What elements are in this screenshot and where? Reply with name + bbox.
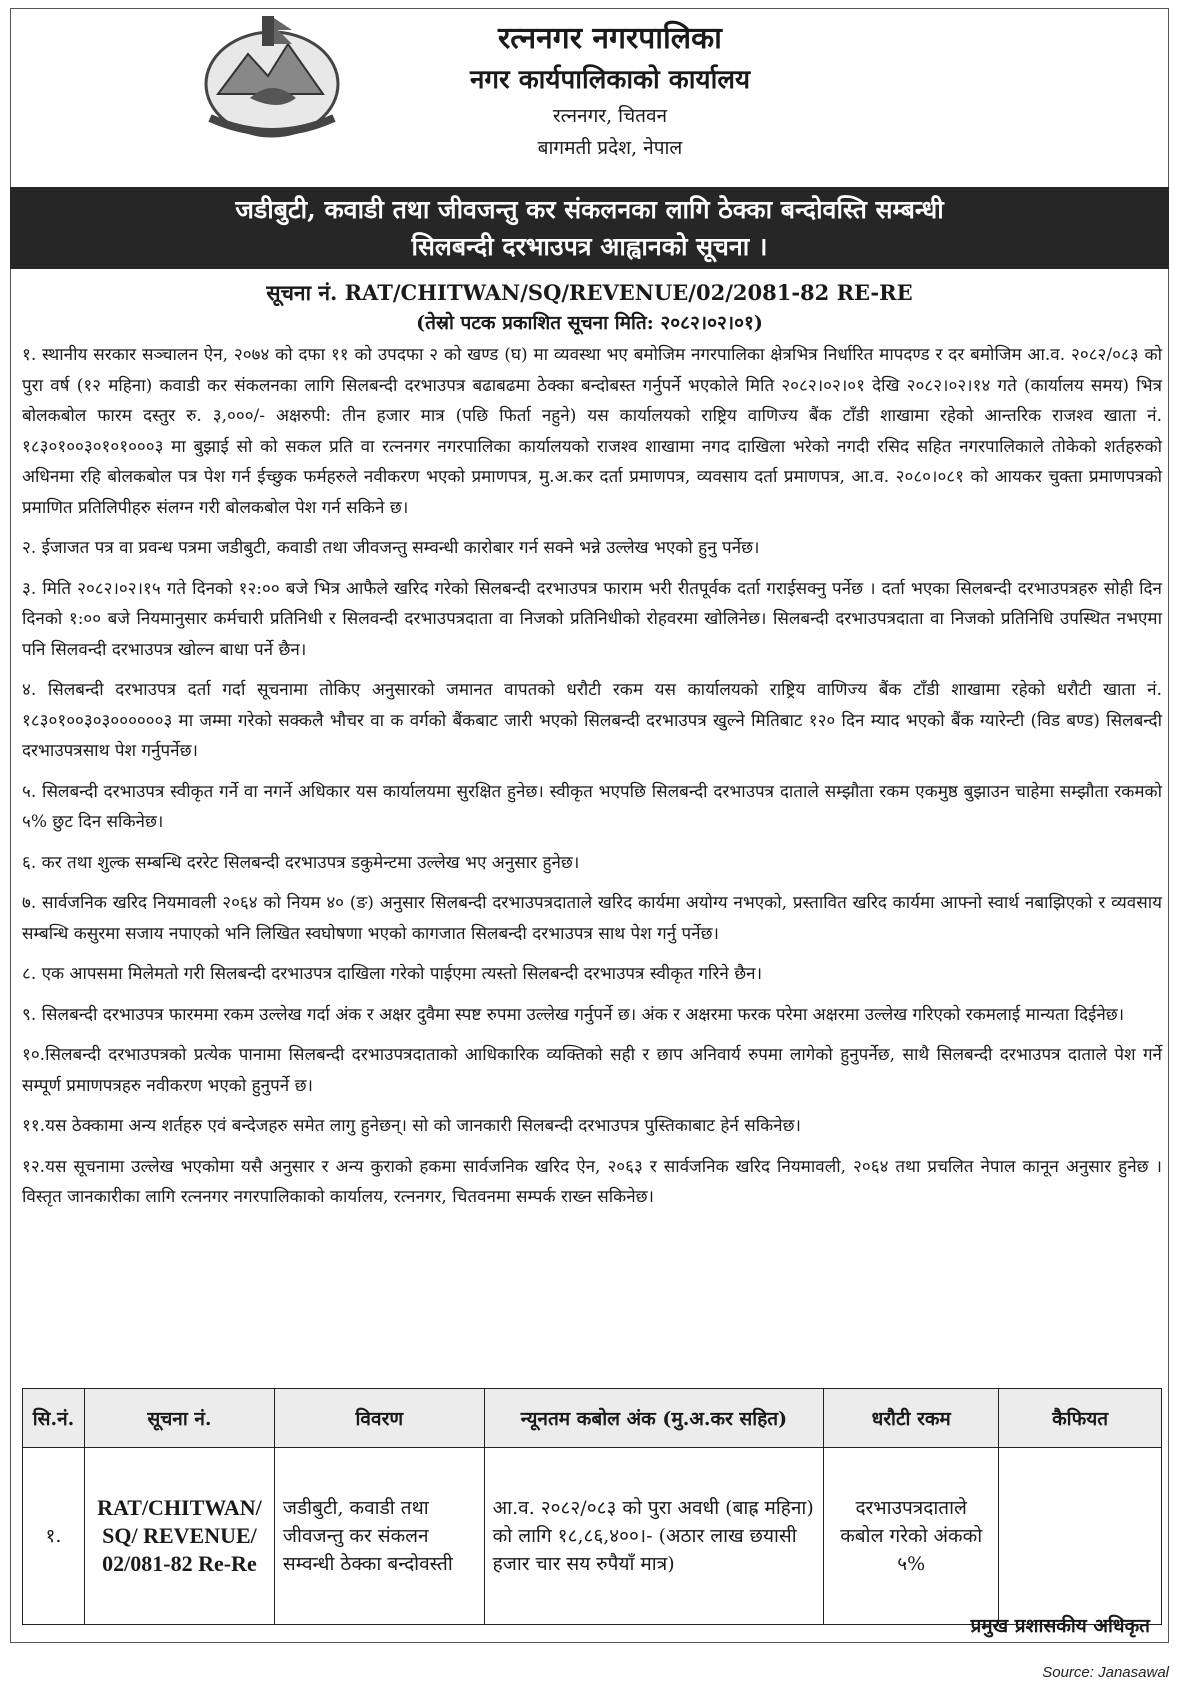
notice-title-banner bbox=[10, 187, 1169, 269]
notice-point: ८. एक आपसमा मिलेमतो गरी सिलबन्दी दरभाउपत्र दाखिला गरेको पाईएमा त्यस्तो सिलबन्दी दरभाउपत्र स्वीकृत गरिने छैन। bbox=[22, 964, 763, 984]
notice-date: (तेस्रो पटक प्रकाशित सूचना मिति: २०८२।०२।०१) bbox=[416, 312, 763, 334]
municipality-name: रत्ननगर नगरपालिका bbox=[498, 21, 722, 56]
table-row bbox=[23, 1448, 1162, 1625]
cell-notice-no: RAT/CHITWAN/ SQ/ REVENUE/ 02/081-82 Re-Re bbox=[84, 1448, 274, 1625]
notice-point: ७. सार्वजनिक खरिद नियमावली २०६४ को नियम ४० (ङ) अनुसार सिलबन्दी दरभाउपत्रदाताले खरिद कार्यमा अयोग्य नभएको, प्रस्तावित खरिद कार्यमा आफ्नो स्वार्थ नबाझिएको र व्यवसाय सम्बन्धि कसुरमा सजाय नपाएको भनि लिखित स्वघोषणा भएको कागजात सिलबन्दी दरभाउपत्र साथ पेश गर्नु पर्नेछ। bbox=[22, 893, 1162, 944]
office-province: बागमती प्रदेश, नेपाल bbox=[537, 137, 683, 159]
table-header-row bbox=[23, 1389, 1162, 1448]
contract-table bbox=[22, 1388, 1162, 1625]
notice-point: ६. कर तथा शुल्क सम्बन्धि दररेट सिलबन्दी दरभाउपत्र डकुमेन्टमा उल्लेख भए अनुसार हुनेछ। bbox=[22, 852, 580, 873]
notice-point: ९. सिलबन्दी दरभाउपत्र फारममा रकम उल्लेख गर्दा अंक र अक्षर दुवैमा स्पष्ट रुपमा उल्लेख गर्नुपर्ने छ। अंक र अक्षरमा फरक परेमा अक्षरमा उल्लेख गरिएको रकमलाई मान्यता दिईनेछ। bbox=[22, 1004, 1125, 1025]
notice-points bbox=[22, 340, 1162, 1223]
cell-description: जडीबुटी, कवाडी तथा जीवजन्तु कर संकलन सम्वन्धी ठेक्का बन्दोवस्ती bbox=[274, 1448, 484, 1625]
notice-point: १. स्थानीय सरकार सञ्चालन ऐन, २०७४ को दफा ११ को उपदफा २ को खण्ड (घ) मा व्यवस्था भए बमोजिम नगरपालिका क्षेत्रभित्र निर्धारित मापदण्ड र दर बमोजिम आ.व. २०८२/०८३ को पुरा वर्ष (१२ महिना) कवाडी कर संकलनका लागि सिलबन्दी दरभाउपत्र बढाबढमा ठेक्का बन्दोबस्त गर्नुपर्ने भएकोले मिति २०८२।०२।०१ देखि २०८२।०२।१४ गते (कार्यालय समय) भित्र बोलकबोल फारम दस्तुर रु. ३,०००/- अक्षरुपी: तीन हजार मात्र (पछि फिर्ता नहुने) यस कार्यालयको राष्ट्रिय वाणिज्य बैंक टाँडी शाखामा रहेको आन्तरिक राजश्व खाता नं. १८३०१००३०१०१०००३ मा बुझाई सो को सकल प्रति वा रत्ननगर नगरपालिका कार्यालयको राजश्व शाखामा नगद दाखिला भरेको नगदी रसिद सहित नगरपालिकाले तोकेको शर्तहरुको अधिनमा रहि बोलकबोल पत्र पेश गर्न ईच्छुक फर्महरुले नवीकरण भएको प्रमाणपत्र, मु.अ.कर दर्ता प्रमाणपत्र, व्यवसाय दर्ता प्रमाणपत्र, आ.व. २०८०।०८१ को आयकर चुक्ता प्रमाणपत्रको प्रमाणित प्रतिलिपीहरु संलग्न गरी बोलकबोल पेश गर्न सकिने छ। bbox=[22, 345, 1162, 518]
cell-min-bid: आ.व. २०८२/०८३ को पुरा अवधी (बाह्र महिना) को लागि १८,८६,४००।- (अठार लाख छयासी हजार चार सय रुपैयाँ मात्र) bbox=[484, 1448, 824, 1625]
cell-remarks bbox=[999, 1448, 1162, 1625]
notice-point: ११.यस ठेक्कामा अन्य शर्तहरु एवं बन्देजहरु समेत लागु हुनेछन्। सो को जानकारी सिलबन्दी दरभाउपत्र पुस्तिकाबाट हेर्न सकिनेछ। bbox=[22, 1116, 801, 1136]
notice-point: ४. सिलबन्दी दरभाउपत्र दर्ता गर्दा सूचनामा तोकिए अनुसारको जमानत वापतको धरौटी रकम यस कार्यालयको राष्ट्रिय वाणिज्य बैंक टाँडी शाखामा रहेको धरौटी खाता नं. १८३०१००३०३००००००३ मा जम्मा गरेको सक्कलै भौचर वा क वर्गको बैंकबाट जारी भएको सिलबन्दी दरभाउपत्र खुल्ने मितिबाट १२० दिन म्याद भएको बैंक ग्यारेन्टी (विड बण्ड) सिलबन्दी दरभाउपत्रसाथ पेश गर्नुपर्नेछ। bbox=[22, 680, 1162, 761]
notice-point: १०.सिलबन्दी दरभाउपत्रको प्रत्येक पानामा सिलबन्दी दरभाउपत्रदाताको आधिकारिक व्यक्तिको सही र छाप अनिवार्य रुपमा लागेको हुनुपर्नेछ, साथै सिलबन्दी दरभाउपत्र दाताले पेश गर्ने सम्पूर्ण प्रमाणपत्रहरु नवीकरण भएको हुनुपर्ने छ। bbox=[22, 1045, 1162, 1096]
cell-deposit: दरभाउपत्रदाताले कबोल गरेको अंकको ५% bbox=[824, 1448, 999, 1625]
banner-line-1: जडीबुटी, कवाडी तथा जीवजन्तु कर संकलनका लागि ठेक्का बन्दोवस्ति सम्बन्धी bbox=[235, 195, 944, 224]
office-name: नगर कार्यपालिकाको कार्यालय bbox=[469, 65, 751, 95]
col-header-min-bid: न्यूनतम कबोल अंक (मु.अ.कर सहित) bbox=[484, 1389, 824, 1448]
col-header-deposit: धरौटी रकम bbox=[824, 1389, 999, 1448]
col-header-notice-no: सूचना नं. bbox=[84, 1389, 274, 1448]
col-header-description: विवरण bbox=[274, 1389, 484, 1448]
source-credit: Source: Janasawal bbox=[1042, 1664, 1169, 1681]
notice-point: १२.यस सूचनामा उल्लेख भएकोमा यसै अनुसार र अन्य कुराको हकमा सार्वजनिक खरिद ऐन, २०६३ र सार्वजनिक खरिद नियमावली, २०६४ तथा प्रचलित नेपाल कानून अनुसार हुनेछ । विस्तृत जानकारीका लागि रत्ननगर नगरपालिकाको कार्यालय, रत्ननगर, चितवनमा सम्पर्क राख्न सकिनेछ। bbox=[22, 1156, 1162, 1207]
office-header bbox=[310, 18, 910, 164]
office-address: रत्ननगर, चितवन bbox=[552, 105, 668, 127]
notice-point: ५. सिलबन्दी दरभाउपत्र स्वीकृत गर्ने वा नगर्ने अधिकार यस कार्यालयमा सुरक्षित हुनेछ। स्वीकृत भएपछि सिलबन्दी दरभाउपत्र दाताले सम्झौता रकम एकमुष्ठ बुझाउन चाहेमा सम्झौता रकमको ५% छुट दिन सकिनेछ। bbox=[22, 781, 1162, 832]
col-header-sn: सि.नं. bbox=[23, 1389, 85, 1448]
cell-sn: १. bbox=[23, 1448, 85, 1625]
notice-number: सूचना नं. RAT/CHITWAN/SQ/REVENUE/02/2081-82 RE-RE bbox=[266, 280, 913, 305]
notice-point: ३. मिति २०८२।०२।१५ गते दिनको १२:०० बजे भित्र आफैले खरिद गरेको सिलबन्दी दरभाउपत्र फाराम भरी रीतपूर्वक दर्ता गराईसक्नु पर्नेछ । दर्ता भएका सिलबन्दी दरभाउपत्रहरु सोही दिन दिनको १:०० बजे नियमानुसार कर्मचारी प्रतिनिधी र सिलवन्दी दरभाउपत्रदाता वा निजको प्रतिनिधीको रोहवरमा खोलिनेछ। सिलबन्दी दरभाउपत्रदाता वा निजको प्रतिनिधि उपस्थित नभएमा पनि सिलवन्दी दरभाउपत्र खोल्न बाधा पर्ने छैन। bbox=[22, 578, 1162, 660]
signatory-title: प्रमुख प्रशासकीय अधिकृत bbox=[970, 1615, 1150, 1637]
notice-point: २. ईजाजत पत्र वा प्रवन्ध पत्रमा जडीबुटी, कवाडी तथा जीवजन्तु सम्वन्धी कारोबार गर्न सक्ने भन्ने उल्लेख भएको हुनु पर्नेछ। bbox=[22, 538, 760, 558]
col-header-remarks: कैफियत bbox=[999, 1389, 1162, 1448]
banner-line-2: सिलबन्दी दरभाउपत्र आह्वानको सूचना । bbox=[411, 232, 768, 261]
